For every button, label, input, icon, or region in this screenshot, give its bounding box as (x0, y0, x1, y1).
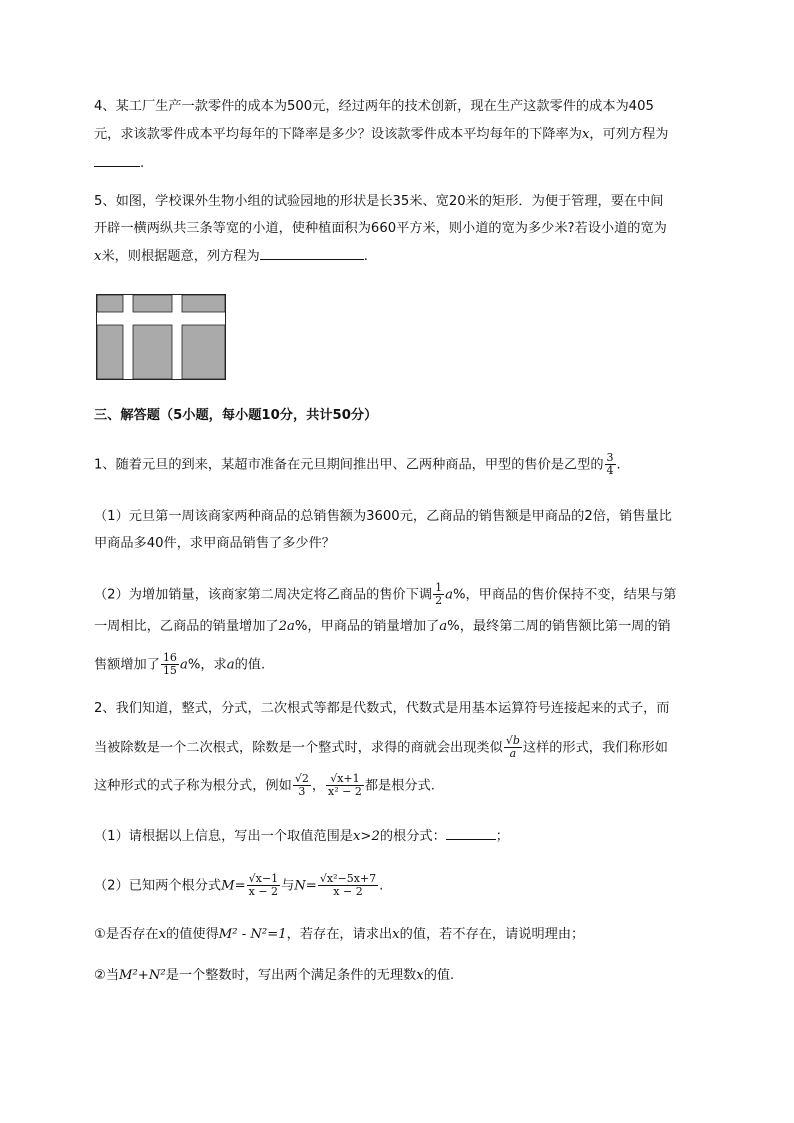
fraction-1-2: $\frac{1}{2}$ (435, 581, 443, 607)
p1-sub2-line-3 (94, 652, 265, 677)
p2-text: 当被除数是一个二次根式，除数是一个整式时，求得的商就会出现类似 (94, 740, 503, 756)
var-M: M= (221, 878, 246, 894)
var-x: x (581, 127, 590, 142)
period: . (140, 156, 145, 171)
fraction-sqrtb-a: $\frac{√b}{a}$ (505, 734, 520, 760)
var-2a: 2a (278, 619, 295, 634)
fraction-sqrt2-3: $\frac{√2}{3}$ (294, 772, 309, 798)
p2-sub2 (94, 873, 383, 898)
percent: % (294, 619, 308, 634)
var-a: a (445, 587, 453, 603)
condition-x-gt-2: x>2 (352, 829, 380, 844)
section-heading: 三、解答题（5小题，每小题10分，共计50分） (94, 408, 378, 423)
p2-line-3 (94, 773, 435, 798)
comma: ， (311, 778, 326, 794)
plot-top-right (182, 295, 225, 312)
p2-text: 与 (281, 878, 295, 894)
period: . (363, 249, 368, 264)
p2-text: ，若存在，请求出 (286, 927, 393, 942)
p2-text: 都是根分式. (364, 778, 435, 794)
q4-line-2 (94, 125, 669, 145)
equation-M2-N2: M² - N²=1 (218, 927, 287, 942)
plot-top-middle (133, 295, 172, 312)
var-a: a (179, 657, 188, 673)
p2-text: （1）请根据以上信息，写出一个取值范围是 (94, 829, 353, 844)
p2-text: 是一个整数时，写出两个满足条件的无理数 (165, 968, 417, 983)
p2-sub1 (94, 826, 509, 847)
fraction-M: $\frac{√x-1}{x - 2}$ (248, 872, 279, 898)
period: . (616, 457, 621, 473)
p2-text: （2）已知两个根分式 (94, 878, 222, 894)
p2-condition-1 (94, 925, 584, 945)
var-a: a (439, 619, 448, 634)
p1-text: 售额增加了 (94, 657, 160, 673)
fraction-3-4: $\frac{3}{4}$ (606, 451, 614, 477)
p2-text: ①是否存在 (94, 927, 159, 942)
var-x: x (416, 968, 424, 983)
p1-sub1-line-2: 甲商品多40件，求甲商品销售了多少件？ (94, 536, 335, 551)
p2-line-1: 2、我们知道，整式，分式，二次根式等都是代数式，代数式是用基本运算符号连接起来的式子，而 (94, 701, 670, 716)
var-x: x (94, 249, 102, 264)
percent: % (447, 619, 460, 634)
semicolon: ； (495, 829, 509, 844)
plot-bottom-left (97, 325, 123, 379)
p1-sub2-line-1 (94, 582, 676, 607)
q5-line-3 (94, 246, 368, 267)
p2-text: 的值，若不存在，请说明理由； (399, 927, 585, 942)
q5-text: 米，则根据题意，列方程为 (101, 249, 260, 264)
p1-text: ，最终第二周的销售额比第一周的销 (459, 619, 671, 634)
p2-text: 的值使得 (166, 927, 219, 942)
period: . (379, 878, 384, 894)
plot-bottom-middle (133, 325, 172, 379)
answer-blank[interactable] (446, 826, 496, 840)
var-a: a (226, 657, 235, 673)
p2-text: ②当 (94, 968, 120, 983)
p2-condition-2 (94, 966, 454, 986)
var-x: x (158, 927, 167, 942)
var-x: x (392, 927, 400, 942)
q4-text: 元，求该款零件成本平均每年的下降率是多少？设该款零件成本平均每年的下降率为 (94, 127, 582, 142)
p2-text: 的值. (423, 968, 455, 983)
plot-top-left (97, 295, 123, 312)
p1-text: 1、随着元旦的到来，某超市准备在元旦期间推出甲、乙两种商品，甲型的售价是乙型的 (94, 457, 604, 473)
plot-bottom-right (182, 325, 225, 379)
p1-sub2-line-2 (94, 617, 671, 637)
q4-line-1: 4、某工厂生产一款零件的成本为500元，经过两年的技术创新，现在生产这款零件的成本为405 (94, 99, 654, 114)
p1-text: ，甲商品的售价保持不变，结果与第 (465, 587, 677, 603)
p1-text: 一周相比，乙商品的销量增加了 (94, 619, 279, 634)
fraction-N: $\frac{\text{√x²−5x+7}}{x - 2}$ (319, 872, 377, 898)
q5-line-1: 5、如图，学校课外生物小组的试验园地的形状是长35米、宽20米的矩形．为便于管理，要在中间 (94, 194, 664, 209)
expression-M2-plus-N2: M²+N² (119, 968, 166, 983)
percent: % (452, 587, 466, 603)
q4-line-3 (94, 153, 144, 174)
p1-text: ，甲商品的销量增加了 (307, 619, 440, 634)
answer-blank[interactable] (260, 246, 364, 260)
p2-line-2 (94, 735, 668, 760)
p1-text: ，求 (200, 657, 227, 673)
p1-sub1-line-1: （1）元旦第一周该商家两种商品的总销售额为3600元，乙商品的销售额是甲商品的2倍，销售量比 (94, 509, 672, 524)
p1-intro (94, 452, 621, 477)
fraction-sqrtx1-x2: $\frac{√x+1}{\text{x² − 2}}$ (328, 772, 362, 798)
percent: % (187, 657, 201, 673)
var-N: N= (294, 878, 317, 894)
p2-text: 这样的形式，我们称形如 (522, 740, 668, 756)
p1-text: 的值. (234, 657, 266, 673)
p2-text: 这种形式的式子称为根分式，例如 (94, 778, 292, 794)
p1-text: （2）为增加销量，该商家第二周决定将乙商品的售价下调 (94, 587, 433, 603)
garden-diagram (96, 294, 226, 380)
p2-text: 的根分式： (379, 829, 446, 844)
answer-blank[interactable] (94, 153, 140, 167)
fraction-16-15: $\frac{16}{15}$ (162, 651, 177, 677)
q4-text: ，可列方程为 (589, 127, 669, 142)
q5-line-2: 开辟一横两纵共三条等宽的小道，使种植面积为660平方米，则小道的宽为多少米?若设小道的宽为 (94, 221, 667, 236)
